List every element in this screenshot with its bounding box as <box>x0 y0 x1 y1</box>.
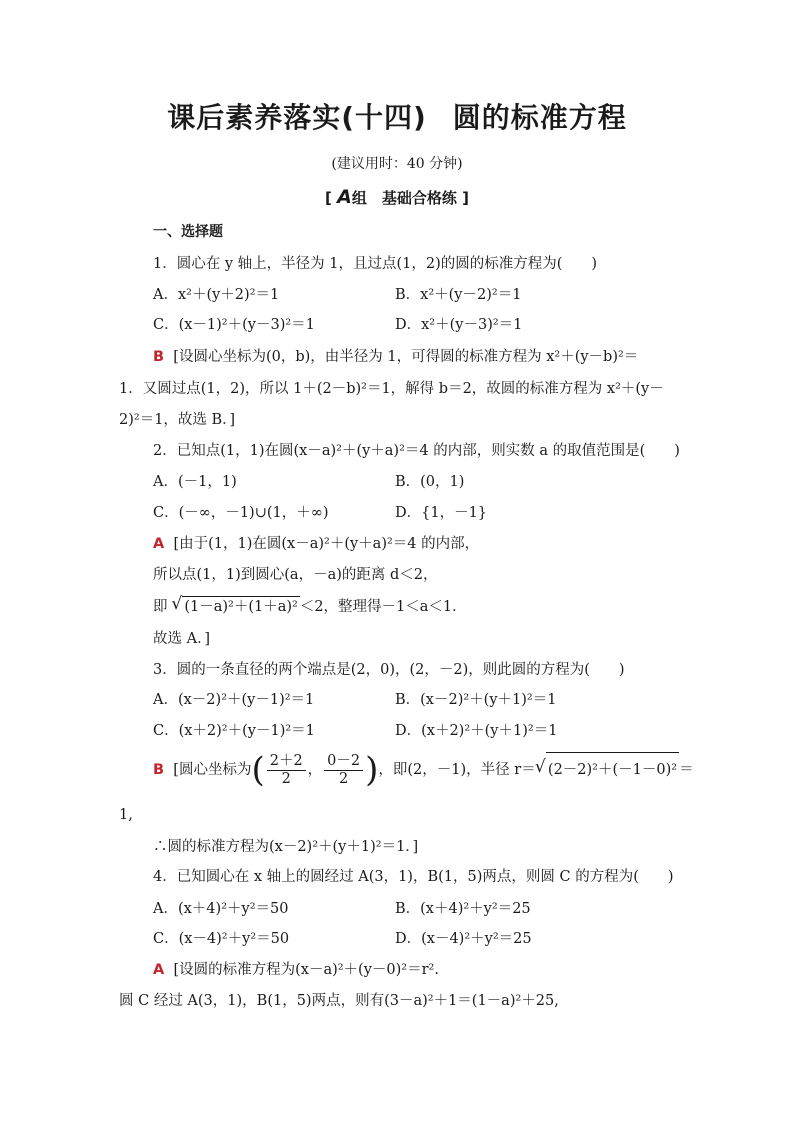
q3-option-c: C．(x＋2)²＋(y－1)²＝1 <box>153 723 315 739</box>
q2-solution-line3 <box>153 596 467 617</box>
q2-solution-line4: 故选 A．] <box>153 631 210 647</box>
group-label: 组 基础合格练 <box>351 189 457 207</box>
q2-option-b: B．(0，1) <box>395 474 465 490</box>
q4-option-d: D．(x－4)²＋y²＝25 <box>395 931 532 947</box>
q1-solution-line1 <box>153 347 638 367</box>
q1-stem: 1．圆心在 y 轴上，半径为 1，且过点(1，2)的圆的标准方程为( ) <box>153 256 598 272</box>
q2-answer: A <box>153 536 165 552</box>
q3-solution-line2: 1, <box>119 807 133 823</box>
q2-sol-text1: [由于(1，1)在圆(x－a)²＋(y＋a)²＝4 的内部， <box>173 536 480 552</box>
q3-sol-mid: ，即(2，－1)，半径 r＝ <box>378 762 536 778</box>
q3-option-b: B．(x－2)²＋(y＋1)²＝1 <box>395 692 557 708</box>
q4-solution-line1 <box>153 960 439 980</box>
q2-sol3-suffix: ＜2，整理得－1＜a＜1． <box>299 599 467 615</box>
q1-option-c: C．(x－1)²＋(y－3)²＝1 <box>153 317 315 333</box>
section-heading: 一、选择题 <box>153 224 223 240</box>
q3-sol-suffix: ＝ <box>679 762 694 778</box>
q2-option-a: A．(－1，1) <box>153 474 237 490</box>
q1-option-a: A．x²＋(y＋2)²＝1 <box>153 287 280 303</box>
q2-option-c: C．(－∞，－1)∪(1，＋∞) <box>153 505 329 521</box>
title-lesson: 课后素养落实(十四) <box>167 101 427 134</box>
q1-solution-line2: 1．又圆过点(1，2)，所以 1＋(2－b)²＝1，解得 b＝2，故圆的标准方程为 x²＋(y－ <box>119 381 664 397</box>
q1-answer: B <box>153 349 165 365</box>
group-heading <box>0 186 794 208</box>
q4-sol-text1: [设圆的标准方程为(x－a)²＋(y－0)²＝r². <box>173 962 439 978</box>
q3-stem: 3．圆的一条直径的两个端点是(2，0)，(2，－2)，则此圆的方程为( ) <box>153 662 625 678</box>
bracket-open: [ <box>325 189 332 207</box>
fraction: $\frac{0-2}{2}$ <box>324 753 363 788</box>
sqrt-radical: √ (1－a)²＋(1＋a)² <box>182 596 300 617</box>
q1-option-b: B．x²＋(y－2)²＝1 <box>395 287 522 303</box>
q2-solution-line2: 所以点(1，1)到圆心(a，－a)的距离 d＜2， <box>153 567 438 583</box>
group-letter: A <box>337 186 352 208</box>
q4-answer: A <box>153 962 165 978</box>
q2-sol3-prefix: 即 <box>153 599 168 615</box>
q1-solution-line3: 2)²＝1，故选 B．] <box>119 412 236 428</box>
q4-option-a: A．(x＋4)²＋y²＝50 <box>153 901 289 917</box>
q2-option-d: D．{1，－1} <box>395 505 488 521</box>
q3-option-a: A．(x－2)²＋(y－1)²＝1 <box>153 692 315 708</box>
sqrt-radical: √ (2－2)²＋(－1－0)² <box>546 752 679 787</box>
q4-option-c: C．(x－4)²＋y²＝50 <box>153 931 290 947</box>
q2-solution-line1 <box>153 534 479 554</box>
q4-stem: 4．已知圆心在 x 轴上的圆经过 A(3，1)，B(1，5)两点，则圆 C 的方程为( ) <box>153 869 674 885</box>
q3-answer: B <box>153 762 165 778</box>
q2-stem: 2．已知点(1，1)在圆(x－a)²＋(y＋a)²＝4 的内部，则实数 a 的取值范围是( ) <box>153 443 680 459</box>
q3-option-d: D．(x＋2)²＋(y＋1)²＝1 <box>395 723 558 739</box>
q3-solution-line3: ∴圆的标准方程为(x－2)²＋(y＋1)²＝1．] <box>153 839 419 855</box>
q4-option-b: B．(x＋4)²＋y²＝25 <box>395 901 531 917</box>
q1-sol-text1: [设圆心坐标为(0，b)，由半径为 1，可得圆的标准方程为 x²＋(y－b)²＝ <box>173 349 639 365</box>
q1-option-d: D．x²＋(y－3)²＝1 <box>395 317 523 333</box>
q4-solution-line2: 圆 C 经过 A(3，1)，B(1，5)两点，则有(3－a)²＋1＝(1－a)²＋25, <box>119 993 559 1009</box>
bracket-close: ] <box>462 189 469 207</box>
time-note: (建议用时：40 分钟) <box>331 156 463 172</box>
page-title <box>0 96 794 136</box>
fraction: $\frac{2+2}{2}$ <box>267 753 306 788</box>
title-topic: 圆的标准方程 <box>452 101 627 134</box>
q3-solution-line1: B [圆心坐标为( $\frac{2+2}{2}$ ， $\frac{0-2}{2}$ )，即(2，－1)，半径 r＝ √ (2－2)²＋(－1－0)² ＝ <box>153 752 694 788</box>
q3-sol-prefix: [圆心坐标为 <box>173 762 252 778</box>
